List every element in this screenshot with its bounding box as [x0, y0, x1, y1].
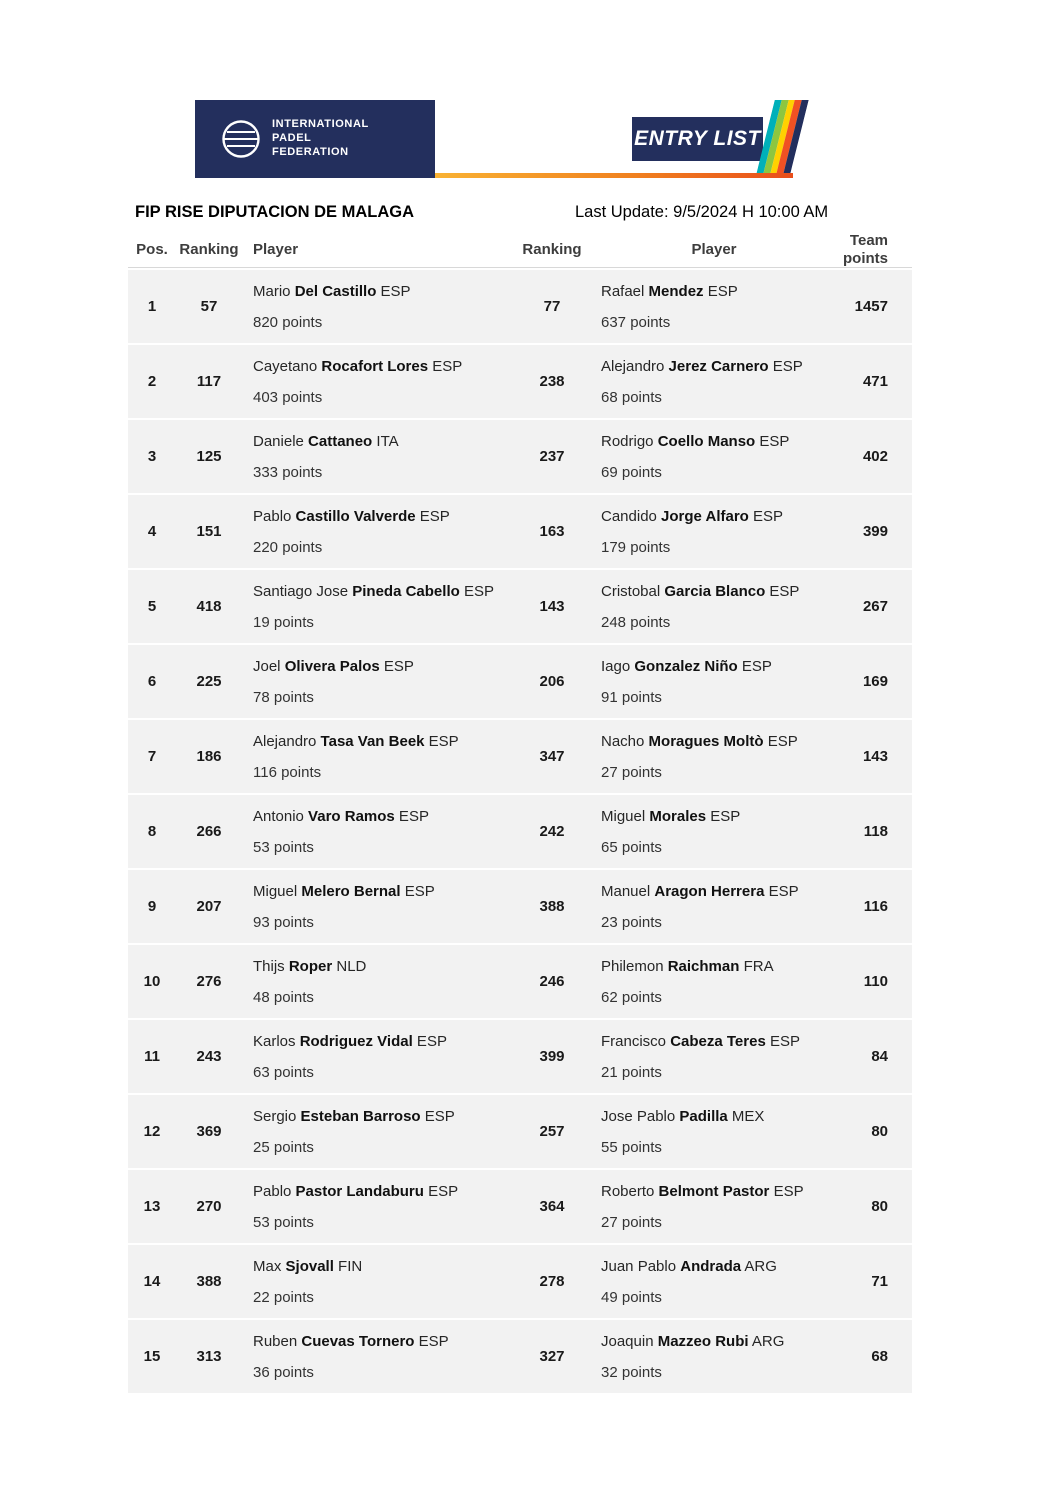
- header-player-1: Player: [253, 241, 299, 258]
- player-1-cell: [242, 945, 514, 1018]
- player-1-points: 25 points: [253, 1139, 314, 1156]
- team-points-cell: 68: [871, 1348, 888, 1365]
- ranking-2-cell: 399: [539, 1048, 565, 1065]
- player-1-cell: [242, 270, 514, 343]
- player-1-points: 116 points: [253, 764, 322, 781]
- ranking-2-cell: 347: [539, 748, 565, 765]
- player-1-points: 53 points: [253, 1214, 314, 1231]
- player-1-name: Antonio Varo Ramos ESP: [253, 808, 429, 825]
- team-points-cell: 143: [862, 748, 888, 765]
- logo-line-3: FEDERATION: [272, 145, 349, 158]
- table-row: [128, 870, 912, 943]
- player-1-name: Thijs Roper NLD: [253, 958, 367, 975]
- player-2-name: Philemon Raichman FRA: [601, 958, 774, 975]
- ranking-2-cell: 246: [539, 973, 565, 990]
- banner-underline: [435, 173, 793, 178]
- player-1-cell: [242, 1095, 514, 1168]
- position-cell: 4: [147, 523, 157, 540]
- position-cell: 13: [143, 1198, 161, 1215]
- table-row: [128, 570, 912, 643]
- team-points-cell: 399: [862, 523, 888, 540]
- ranking-1-cell: 207: [196, 898, 222, 915]
- player-2-cell: [590, 345, 838, 418]
- table-row: [128, 420, 912, 493]
- player-1-name: Joel Olivera Palos ESP: [253, 658, 414, 675]
- tournament-title: FIP RISE DIPUTACION DE MALAGA: [135, 203, 414, 221]
- team-points-cell: 116: [863, 898, 888, 915]
- position-cell: 11: [144, 1048, 160, 1065]
- ipf-globe-icon: [221, 119, 261, 159]
- team-points-cell: 118: [863, 823, 888, 840]
- team-points-cell: 84: [871, 1048, 888, 1065]
- player-1-name: Cayetano Rocafort Lores ESP: [253, 358, 463, 375]
- position-cell: 9: [147, 898, 157, 915]
- table-row: [128, 1095, 912, 1168]
- player-2-cell: [590, 720, 838, 793]
- player-2-name: Candido Jorge Alfaro ESP: [601, 508, 784, 525]
- team-points-cell: 110: [863, 973, 888, 990]
- player-1-cell: [242, 1020, 514, 1093]
- last-update-text: Last Update: 9/5/2024 H 10:00 AM: [575, 203, 829, 221]
- ranking-2-cell: 278: [539, 1273, 565, 1290]
- player-2-points: 248 points: [601, 614, 671, 631]
- player-1-cell: [242, 720, 514, 793]
- player-2-cell: [590, 570, 838, 643]
- ranking-1-cell: 243: [196, 1048, 222, 1065]
- player-1-cell: [242, 420, 514, 493]
- header-team-points: Team points: [843, 232, 888, 267]
- player-1-cell: [242, 1245, 514, 1318]
- player-1-points: 78 points: [253, 689, 314, 706]
- player-1-name: Daniele Cattaneo ITA: [253, 433, 399, 450]
- team-points-cell: 1457: [854, 298, 888, 315]
- team-points-cell: 471: [862, 373, 888, 390]
- player-1-points: 820 points: [253, 314, 323, 331]
- player-2-points: 27 points: [601, 764, 662, 781]
- ranking-1-cell: 369: [196, 1123, 222, 1140]
- ranking-2-cell: 257: [539, 1123, 565, 1140]
- position-cell: 3: [147, 448, 157, 465]
- position-cell: 8: [147, 823, 157, 840]
- player-2-points: 62 points: [601, 989, 662, 1006]
- position-cell: 2: [147, 373, 157, 390]
- player-1-name: Mario Del Castillo ESP: [253, 283, 411, 300]
- player-1-cell: [242, 1320, 514, 1393]
- player-1-name: Max Sjovall FIN: [253, 1258, 363, 1275]
- table-row: [128, 345, 912, 418]
- position-cell: 6: [147, 673, 157, 690]
- player-2-name: Rodrigo Coello Manso ESP: [601, 433, 790, 450]
- ranking-1-cell: 276: [196, 973, 222, 990]
- table-row: [128, 495, 912, 568]
- ranking-2-cell: 163: [539, 523, 565, 540]
- ranking-1-cell: 388: [196, 1273, 222, 1290]
- player-2-cell: [590, 795, 838, 868]
- player-1-name: Sergio Esteban Barroso ESP: [253, 1108, 455, 1125]
- team-points-cell: 80: [871, 1198, 888, 1215]
- player-2-name: Rafael Mendez ESP: [601, 283, 738, 300]
- table-row: [128, 270, 912, 343]
- player-1-name: Alejandro Tasa Van Beek ESP: [253, 733, 459, 750]
- player-2-points: 68 points: [601, 389, 662, 406]
- position-cell: 12: [143, 1123, 161, 1140]
- ranking-2-cell: 388: [539, 898, 565, 915]
- ranking-2-cell: 143: [539, 598, 565, 615]
- player-1-cell: [242, 570, 514, 643]
- player-1-name: Ruben Cuevas Tornero ESP: [253, 1333, 449, 1350]
- player-2-cell: [590, 1095, 838, 1168]
- player-2-cell: [590, 420, 838, 493]
- team-points-cell: 71: [871, 1273, 888, 1290]
- ranking-2-cell: 77: [543, 298, 561, 315]
- logo-line-2: PADEL: [272, 132, 312, 145]
- table-row: [128, 720, 912, 793]
- player-2-name: Joaquin Mazzeo Rubi ARG: [601, 1333, 785, 1350]
- player-2-points: 91 points: [601, 689, 662, 706]
- position-cell: 15: [143, 1348, 161, 1365]
- player-1-points: 53 points: [253, 839, 314, 856]
- header-player-2: Player: [691, 241, 737, 258]
- ranking-2-cell: 237: [539, 448, 565, 465]
- table-row: [128, 1245, 912, 1318]
- player-2-points: 55 points: [601, 1139, 662, 1156]
- player-2-cell: [590, 1245, 838, 1318]
- player-2-name: Juan Pablo Andrada ARG: [601, 1258, 777, 1275]
- position-cell: 5: [147, 598, 157, 615]
- player-2-points: 637 points: [601, 314, 671, 331]
- player-1-points: 36 points: [253, 1364, 314, 1381]
- player-2-cell: [590, 870, 838, 943]
- team-points-cell: 169: [862, 673, 888, 690]
- player-2-name: Nacho Moragues Moltò ESP: [601, 733, 798, 750]
- player-2-cell: [590, 1170, 838, 1243]
- player-2-name: Alejandro Jerez Carnero ESP: [601, 358, 803, 375]
- player-1-name: Pablo Castillo Valverde ESP: [253, 508, 450, 525]
- ipf-logo: [195, 100, 435, 178]
- player-2-points: 32 points: [601, 1364, 662, 1381]
- team-points-cell: 267: [862, 598, 888, 615]
- player-2-cell: [590, 495, 838, 568]
- player-2-points: 23 points: [601, 914, 662, 931]
- player-2-name: Jose Pablo Padilla MEX: [601, 1108, 765, 1125]
- player-1-points: 93 points: [253, 914, 314, 931]
- header-ranking-2: Ranking: [522, 241, 582, 258]
- position-cell: 7: [147, 748, 157, 765]
- player-1-name: Miguel Melero Bernal ESP: [253, 883, 435, 900]
- player-2-points: 27 points: [601, 1214, 662, 1231]
- ranking-1-cell: 186: [196, 748, 222, 765]
- player-1-cell: [242, 1170, 514, 1243]
- position-cell: 10: [143, 973, 161, 990]
- player-2-points: 179 points: [601, 539, 671, 556]
- ranking-1-cell: 225: [196, 673, 222, 690]
- table-row: [128, 645, 912, 718]
- ranking-2-cell: 206: [539, 673, 565, 690]
- player-2-name: Iago Gonzalez Niño ESP: [601, 658, 772, 675]
- player-1-cell: [242, 495, 514, 568]
- player-2-name: Francisco Cabeza Teres ESP: [601, 1033, 800, 1050]
- logo-line-1: INTERNATIONAL: [272, 118, 369, 131]
- ranking-1-cell: 266: [196, 823, 222, 840]
- position-cell: 14: [143, 1273, 161, 1290]
- player-2-name: Cristobal Garcia Blanco ESP: [601, 583, 800, 600]
- table-row: [128, 1020, 912, 1093]
- player-1-cell: [242, 645, 514, 718]
- player-2-cell: [590, 1320, 838, 1393]
- player-1-cell: [242, 345, 514, 418]
- ranking-2-cell: 364: [539, 1198, 565, 1215]
- player-2-points: 69 points: [601, 464, 662, 481]
- entry-table: [128, 232, 912, 1395]
- ranking-1-cell: 125: [196, 448, 222, 465]
- player-2-points: 65 points: [601, 839, 662, 856]
- player-1-points: 333 points: [253, 464, 323, 481]
- player-2-name: Roberto Belmont Pastor ESP: [601, 1183, 804, 1200]
- player-2-points: 49 points: [601, 1289, 662, 1306]
- player-1-cell: [242, 795, 514, 868]
- player-2-cell: [590, 270, 838, 343]
- player-1-points: 220 points: [253, 539, 323, 556]
- ranking-1-cell: 313: [196, 1348, 222, 1365]
- team-points-cell: 402: [862, 448, 888, 465]
- player-1-cell: [242, 870, 514, 943]
- table-row: [128, 795, 912, 868]
- header-ranking-1: Ranking: [179, 241, 239, 258]
- player-1-name: Karlos Rodriguez Vidal ESP: [253, 1033, 447, 1050]
- table-row: [128, 1170, 912, 1243]
- position-cell: 1: [147, 298, 157, 315]
- player-2-cell: [590, 945, 838, 1018]
- team-points-cell: 80: [871, 1123, 888, 1140]
- player-1-points: 63 points: [253, 1064, 314, 1081]
- player-1-points: 48 points: [253, 989, 314, 1006]
- ranking-2-cell: 327: [539, 1348, 565, 1365]
- header-pos: Pos.: [136, 241, 168, 258]
- player-1-points: 19 points: [253, 614, 314, 631]
- player-2-cell: [590, 645, 838, 718]
- table-row: [128, 1320, 912, 1393]
- entry-list-title: ENTRY LIST: [632, 117, 763, 161]
- ranking-2-cell: 238: [539, 373, 565, 390]
- ranking-1-cell: 57: [200, 298, 218, 315]
- table-header-row: [128, 232, 912, 268]
- ranking-1-cell: 418: [196, 598, 222, 615]
- player-1-name: Pablo Pastor Landaburu ESP: [253, 1183, 459, 1200]
- ranking-1-cell: 151: [196, 523, 222, 540]
- player-1-points: 22 points: [253, 1289, 314, 1306]
- table-row: [128, 945, 912, 1018]
- player-2-name: Miguel Morales ESP: [601, 808, 741, 825]
- ranking-1-cell: 117: [196, 373, 222, 390]
- player-1-points: 403 points: [253, 389, 323, 406]
- player-2-cell: [590, 1020, 838, 1093]
- player-2-name: Manuel Aragon Herrera ESP: [601, 883, 799, 900]
- ranking-1-cell: 270: [196, 1198, 222, 1215]
- ipf-logo-text: [272, 118, 369, 159]
- title-row: [135, 203, 925, 227]
- player-2-points: 21 points: [601, 1064, 662, 1081]
- ranking-2-cell: 242: [539, 823, 565, 840]
- header-banner: [195, 100, 800, 178]
- player-1-name: Santiago Jose Pineda Cabello ESP: [253, 583, 494, 600]
- entry-rows: [128, 270, 912, 1393]
